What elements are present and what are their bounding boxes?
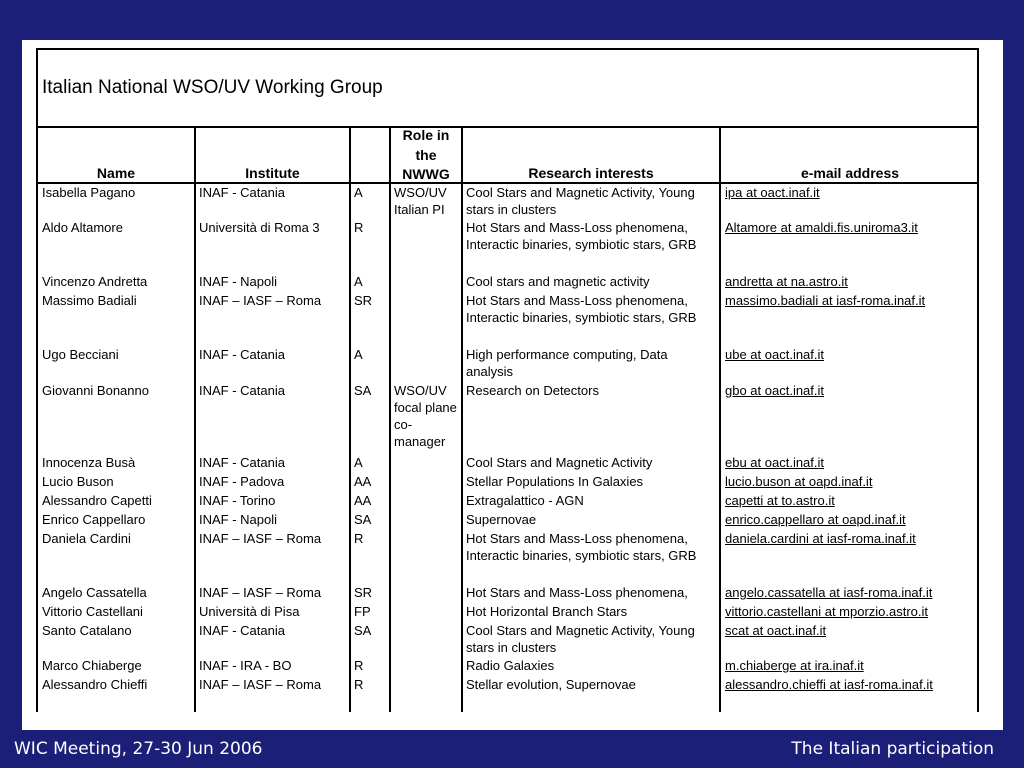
cell-name: Marco Chiaberge	[42, 658, 142, 673]
document-title: Italian National WSO/UV Working Group	[42, 77, 383, 98]
cell-name: Alessandro Chieffi	[42, 677, 148, 692]
email-link[interactable]: alessandro.chieffi at iasf-roma.inaf.it	[725, 677, 933, 692]
cell-research: Stellar Populations In Galaxies	[466, 474, 644, 489]
cell-code: AA	[354, 493, 372, 508]
cell-code: R	[354, 220, 364, 235]
email-link[interactable]: angelo.cassatella at iasf-roma.inaf.it	[725, 585, 933, 600]
email-link[interactable]: ube at oact.inaf.it	[725, 347, 825, 362]
document-sheet	[22, 40, 1003, 730]
cell-code: A	[354, 274, 363, 289]
cell-code: SR	[354, 585, 373, 600]
cell-institute: INAF - Catania	[199, 383, 285, 398]
email-link[interactable]: enrico.cappellaro at oapd.inaf.it	[725, 512, 906, 527]
header-research: Research interests	[528, 165, 654, 181]
cell-name: Vittorio Castellani	[42, 604, 143, 619]
cell-code: SA	[354, 383, 372, 398]
cell-research: Hot Stars and Mass-Loss phenomena, Interactic binaries, symbiotic stars, GRB	[466, 531, 697, 563]
cell-role: WSO/UV Italian PI	[394, 185, 447, 217]
cell-institute: INAF - IRA - BO	[199, 658, 292, 673]
email-link[interactable]: massimo.badiali at iasf-roma.inaf.it	[725, 293, 926, 308]
cell-institute: INAF - Catania	[199, 455, 285, 470]
email-link[interactable]: vittorio.castellani at mporzio.astro.it	[725, 604, 929, 619]
cell-institute: INAF – IASF – Roma	[199, 293, 322, 308]
email-link[interactable]: gbo at oact.inaf.it	[725, 383, 825, 398]
cell-research: Research on Detectors	[466, 383, 599, 398]
cell-name: Alessandro Capetti	[42, 493, 152, 508]
cell-code: SA	[354, 512, 372, 527]
email-link[interactable]: capetti at to.astro.it	[725, 493, 835, 508]
cell-name: Aldo Altamore	[42, 220, 123, 235]
cell-institute: INAF – IASF – Roma	[199, 585, 322, 600]
cell-institute: INAF - Catania	[199, 623, 285, 638]
table-frame	[36, 48, 979, 712]
cell-institute: Università di Roma 3	[199, 220, 320, 235]
cell-research: Hot Stars and Mass-Loss phenomena, Interactic binaries, symbiotic stars, GRB	[466, 293, 697, 325]
title-divider	[38, 126, 977, 128]
cell-research: Cool Stars and Magnetic Activity	[466, 455, 653, 470]
cell-code: R	[354, 531, 364, 546]
email-link[interactable]: m.chiaberge at ira.inaf.it	[725, 658, 864, 673]
cell-name: Daniela Cardini	[42, 531, 131, 546]
email-link[interactable]: Altamore at amaldi.fis.uniroma3.it	[725, 220, 918, 235]
cell-research: High performance computing, Data analysis	[466, 347, 668, 379]
cell-research: Cool stars and magnetic activity	[466, 274, 650, 289]
cell-code: FP	[354, 604, 371, 619]
email-link[interactable]: andretta at na.astro.it	[725, 274, 848, 289]
cell-institute: INAF – IASF – Roma	[199, 531, 322, 546]
cell-code: A	[354, 455, 363, 470]
header-institute: Institute	[245, 165, 300, 181]
cell-institute: Università di Pisa	[199, 604, 300, 619]
cell-institute: INAF - Napoli	[199, 512, 278, 527]
cell-research: Hot Stars and Mass-Loss phenomena,	[466, 585, 688, 600]
cell-institute: INAF - Napoli	[199, 274, 278, 289]
cell-name: Lucio Buson	[42, 474, 114, 489]
cell-code: R	[354, 658, 364, 673]
cell-research: Extragalattico - AGN	[466, 493, 584, 508]
email-link[interactable]: daniela.cardini at iasf-roma.inaf.it	[725, 531, 916, 546]
email-link[interactable]: lucio.buson at oapd.inaf.it	[725, 474, 873, 489]
cell-name: Angelo Cassatella	[42, 585, 147, 600]
cell-institute: INAF - Catania	[199, 185, 285, 200]
cell-name: Enrico Cappellaro	[42, 512, 146, 527]
cell-role: WSO/UV focal plane co-manager	[394, 383, 457, 449]
cell-name: Giovanni Bonanno	[42, 383, 149, 398]
cell-name: Massimo Badiali	[42, 293, 137, 308]
footer-left: WIC Meeting, 27-30 Jun 2006	[14, 739, 263, 759]
cell-research: Stellar evolution, Supernovae	[466, 677, 636, 692]
email-link[interactable]: scat at oact.inaf.it	[725, 623, 827, 638]
cell-institute: INAF - Torino	[199, 493, 276, 508]
cell-code: R	[354, 677, 364, 692]
cell-name: Isabella Pagano	[42, 185, 136, 200]
cell-institute: INAF – IASF – Roma	[199, 677, 322, 692]
cell-research: Hot Horizontal Branch Stars	[466, 604, 628, 619]
cell-research: Radio Galaxies	[466, 658, 555, 673]
cell-research: Cool Stars and Magnetic Activity, Young stars in clusters	[466, 623, 695, 655]
cell-research: Supernovae	[466, 512, 537, 527]
cell-institute: INAF - Padova	[199, 474, 285, 489]
cell-code: SR	[354, 293, 373, 308]
cell-code: AA	[354, 474, 372, 489]
cell-institute: INAF - Catania	[199, 347, 285, 362]
table-body	[38, 185, 977, 712]
cell-code: A	[354, 185, 363, 200]
cell-name: Vincenzo Andretta	[42, 274, 148, 289]
header-email: e-mail address	[800, 165, 900, 181]
cell-name: Santo Catalano	[42, 623, 132, 638]
email-link[interactable]: ipa at oact.inaf.it	[725, 185, 820, 200]
footer-right: The Italian participation	[791, 739, 994, 759]
email-link[interactable]: ebu at oact.inaf.it	[725, 455, 825, 470]
cell-research: Cool Stars and Magnetic Activity, Young stars in clusters	[466, 185, 695, 217]
header-role: Role in the NWWG	[402, 127, 450, 182]
cell-code: SA	[354, 623, 372, 638]
cell-research: Hot Stars and Mass-Loss phenomena, Interactic binaries, symbiotic stars, GRB	[466, 220, 697, 252]
cell-code: A	[354, 347, 363, 362]
cell-name: Ugo Becciani	[42, 347, 119, 362]
cell-name: Innocenza Busà	[42, 455, 136, 470]
header-name: Name	[96, 165, 136, 181]
